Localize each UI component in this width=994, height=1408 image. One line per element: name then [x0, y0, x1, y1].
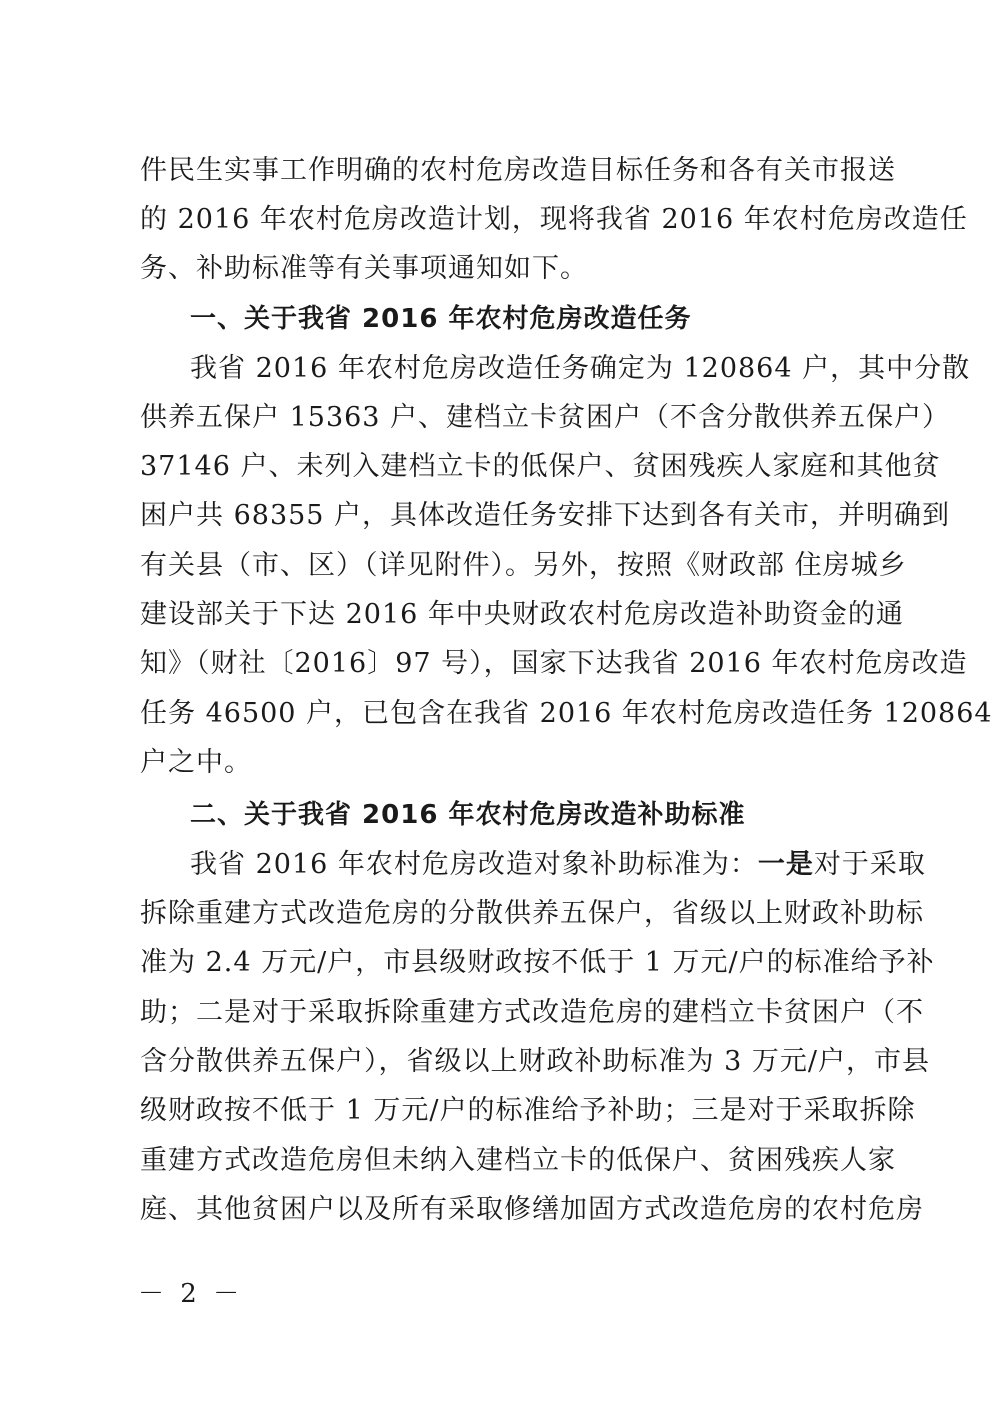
intro-line-2: 的 2016 年农村危房改造计划，现将我省 2016 年农村危房改造任: [140, 204, 968, 235]
section-two-line-1-prefix: 我省 2016 年农村危房改造对象补助标准为：: [190, 849, 758, 880]
section-one-line-2: 供养五保户 15363 户、建档立卡贫困户（不含分散供养五保户）: [140, 402, 951, 433]
section-two-line-2: 拆除重建方式改造危房的分散供养五保户，省级以上财政补助标: [140, 898, 924, 929]
section-two-line-1-suffix: 对于采取: [813, 849, 926, 880]
intro-line-3: 务、补助标准等有关事项通知如下。: [140, 253, 588, 284]
section-one-line-7: 知》（财社〔2016〕97 号），国家下达我省 2016 年农村危房改造: [140, 648, 968, 679]
section-two-line-3: 准为 2.4 万元/户，市县级财政按不低于 1 万元/户的标准给予补: [140, 947, 935, 978]
section-two-line-6: 级财政按不低于 1 万元/户的标准给予补助；三是对于采取拆除: [140, 1095, 916, 1126]
section-one-line-9: 户之中。: [140, 747, 252, 778]
page-number: － 2 －: [138, 1279, 244, 1309]
section-two-line-1-bold: 一是: [757, 849, 814, 880]
section-two-line-1: [190, 846, 926, 884]
section-two-line-8: 庭、其他贫困户以及所有采取修缮加固方式改造危房的农村危房: [140, 1194, 924, 1225]
section-one-line-8: 任务 46500 户，已包含在我省 2016 年农村危房改造任务 120864: [140, 698, 993, 729]
section-one-heading: 一、关于我省 2016 年农村危房改造任务: [190, 304, 692, 334]
section-one-line-5: 有关县（市、区）（详见附件）。另外，按照《财政部 住房城乡: [140, 550, 907, 581]
section-one-line-1: 我省 2016 年农村危房改造任务确定为 120864 户，其中分散: [190, 353, 971, 384]
section-one-line-6: 建设部关于下达 2016 年中央财政农村危房改造补助资金的通: [140, 599, 904, 630]
section-two-heading: 二、关于我省 2016 年农村危房改造补助标准: [190, 800, 746, 830]
section-two-line-7: 重建方式改造危房但未纳入建档立卡的低保户、贫困残疾人家: [140, 1145, 896, 1176]
section-two-line-4: 助；二是对于采取拆除重建方式改造危房的建档立卡贫困户（不: [140, 997, 924, 1028]
section-two-line-5: 含分散供养五保户），省级以上财政补助标准为 3 万元/户，市县: [140, 1046, 930, 1077]
section-one-line-3: 37146 户、未列入建档立卡的低保户、贫困残疾人家庭和其他贫: [140, 451, 941, 482]
section-one-line-4: 困户共 68355 户，具体改造任务安排下达到各有关市，并明确到: [140, 500, 951, 531]
intro-line-1: 件民生实事工作明确的农村危房改造目标任务和各有关市报送: [140, 155, 896, 186]
